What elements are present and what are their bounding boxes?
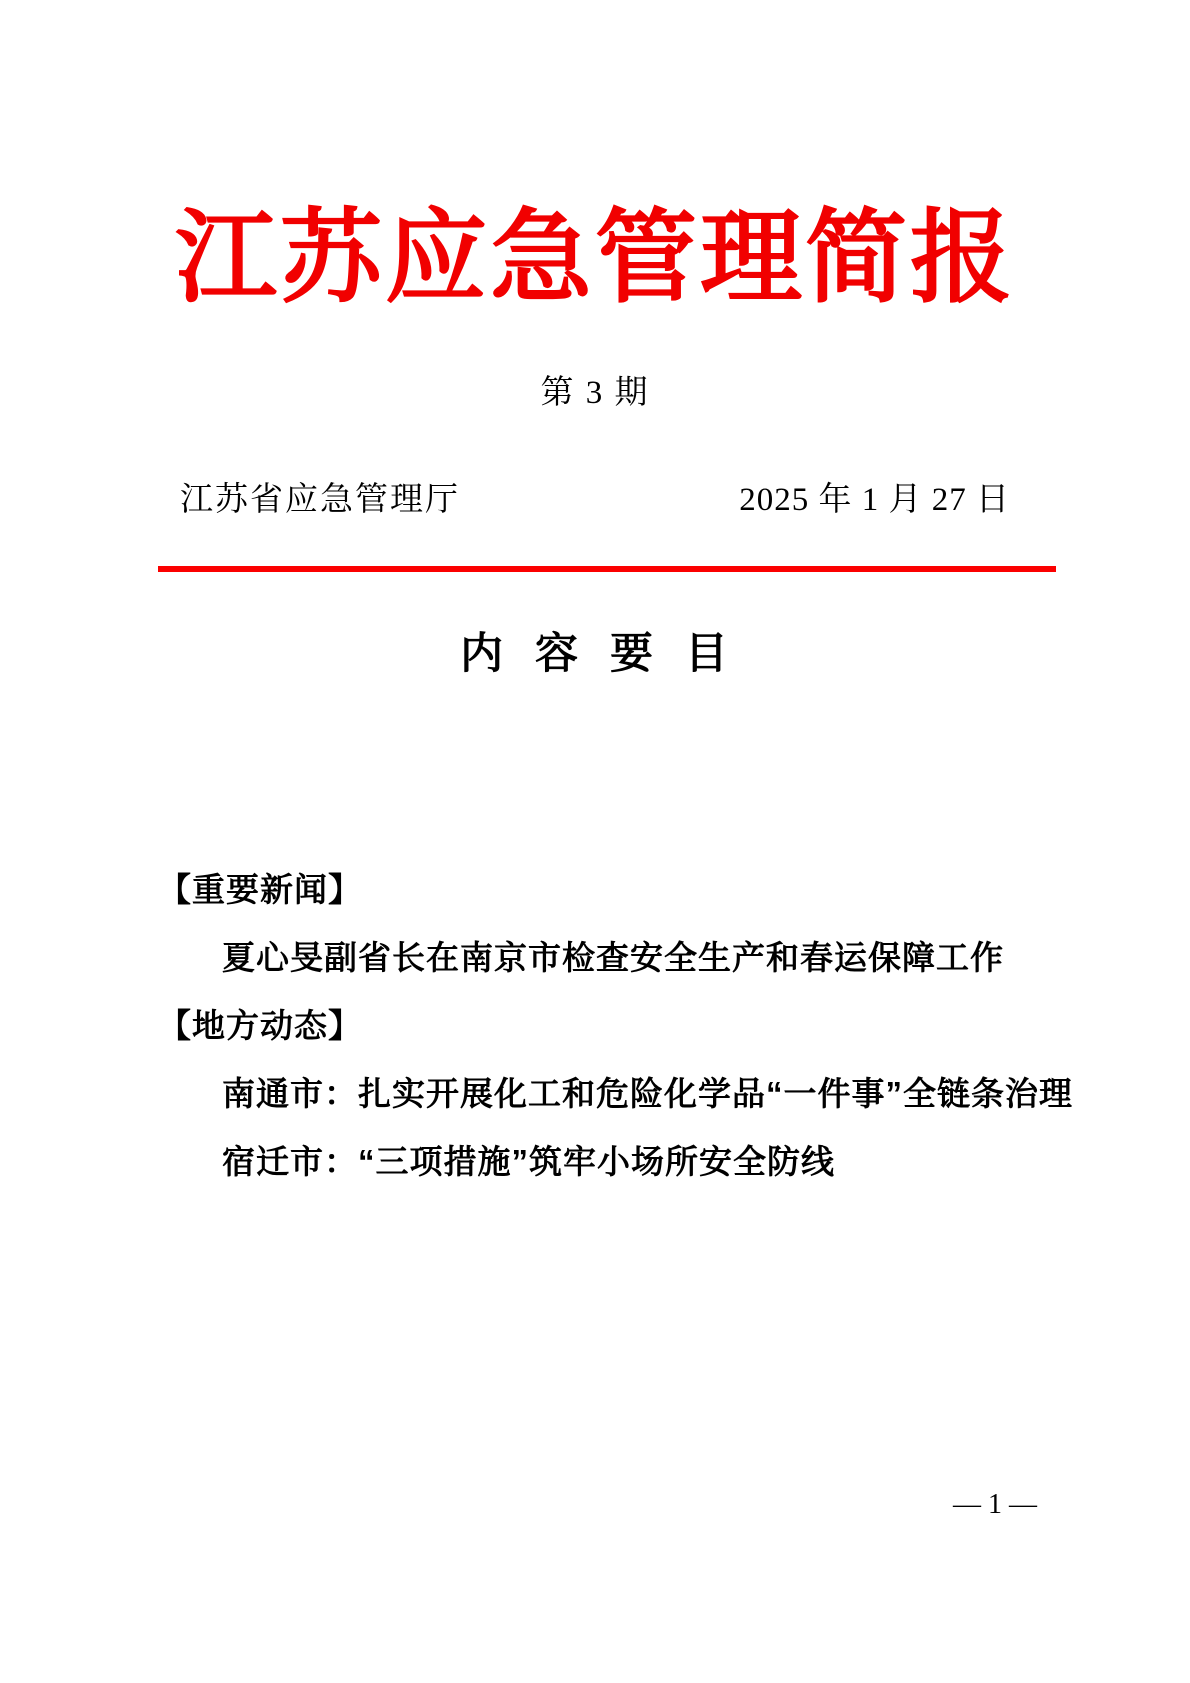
toc-section-label-local-updates: 【地方动态】: [158, 1007, 362, 1044]
red-divider-line: [158, 566, 1056, 572]
toc-item: 南通市：扎实开展化工和危险化学品“一件事”全链条治理: [222, 1075, 1073, 1112]
toc-item: 宿迁市：“三项措施”筑牢小场所安全防线: [222, 1143, 835, 1180]
toc-heading: 内 容 要 目: [460, 630, 730, 678]
publisher-name: 江苏省应急管理厅: [180, 482, 460, 518]
document-title: 江苏应急管理简报: [175, 203, 1015, 316]
page-number: — 1 —: [953, 1489, 1037, 1520]
toc-item: 夏心旻副省长在南京市检查安全生产和春运保障工作: [222, 939, 1004, 976]
publish-date: 2025 年 1 月 27 日: [739, 482, 1010, 518]
page-footer: [0, 1488, 1190, 1522]
masthead-row: [180, 480, 1010, 520]
issue-number: 第 3 期: [540, 375, 650, 411]
toc-list: [158, 856, 1073, 1196]
toc-section-label-important-news: 【重要新闻】: [158, 871, 362, 908]
